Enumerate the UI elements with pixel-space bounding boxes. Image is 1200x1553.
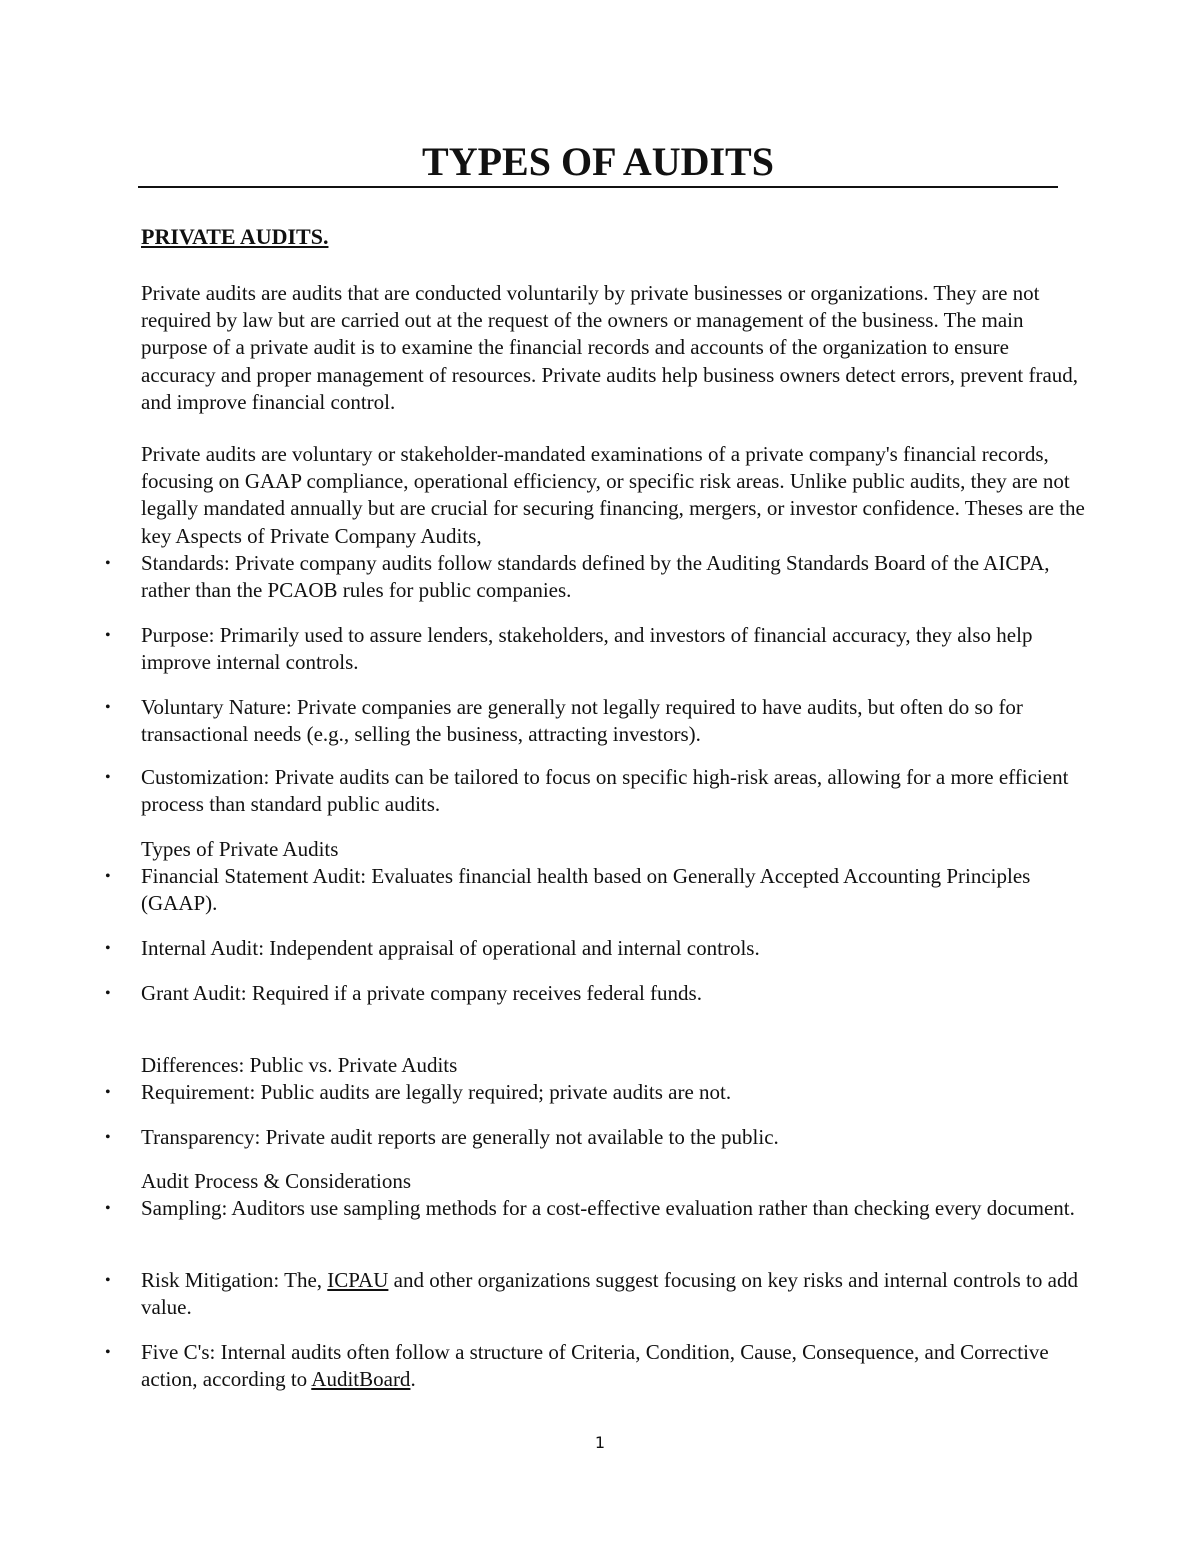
page-number: 1 bbox=[594, 1433, 606, 1452]
auditboard-link[interactable]: AuditBoard bbox=[311, 1367, 411, 1392]
list-item-financial-statement-audit: Financial Statement Audit: Evaluates financial health based on Generally Accepted Accounting Principles (GAAP). bbox=[141, 864, 1031, 916]
list-item-five-cs bbox=[141, 1339, 1086, 1393]
five-cs-text: Five C's: Internal audits often follow a structure of Criteria, Condition, Cause, Consequence, and Corrective action, according to bbox=[141, 1340, 1049, 1392]
bullet-icon: • bbox=[105, 1084, 111, 1101]
subheading-types: Types of Private Audits bbox=[141, 837, 339, 861]
bullet-icon: • bbox=[105, 985, 111, 1002]
list-item-risk-mitigation bbox=[141, 1267, 1086, 1321]
list-item-internal-audit: Internal Audit: Independent appraisal of operational and internal controls. bbox=[141, 936, 760, 960]
document-title: TYPES OF AUDITS bbox=[138, 140, 1058, 188]
risk-mitigation-text-end: and other organizations suggest focusing on key risks and internal controls to add value. bbox=[141, 1268, 1078, 1320]
list-item-customization: Customization: Private audits can be tailored to focus on specific high-risk areas, allowing for a more efficient process than standard public audits. bbox=[141, 765, 1069, 817]
bullet-icon: • bbox=[105, 555, 111, 572]
icpau-link[interactable]: ICPAU bbox=[327, 1268, 389, 1292]
list-item-voluntary-nature: Voluntary Nature: Private companies are generally not legally required to have audits, but often do so for transactional needs (e.g., selling the business, attracting investors). bbox=[141, 695, 1023, 747]
bullet-icon: • bbox=[105, 868, 111, 885]
risk-mitigation-text: Risk Mitigation: The, bbox=[141, 1268, 328, 1292]
bullet-icon: • bbox=[105, 1344, 111, 1361]
list-item-standards: Standards: Private company audits follow standards defined by the Auditing Standards Board of the AICPA, rather than the PCAOB rules for public companies. bbox=[141, 551, 1050, 603]
subheading-audit-process: Audit Process & Considerations bbox=[141, 1169, 412, 1193]
list-item-transparency: Transparency: Private audit reports are generally not available to the public. bbox=[141, 1125, 779, 1149]
list-item-grant-audit: Grant Audit: Required if a private company receives federal funds. bbox=[141, 981, 702, 1005]
bullet-icon: • bbox=[105, 1200, 111, 1217]
bullet-icon: • bbox=[105, 1272, 111, 1289]
list-item-sampling: Sampling: Auditors use sampling methods for a cost-effective evaluation rather than checking every document. bbox=[141, 1196, 1075, 1220]
subheading-differences: Differences: Public vs. Private Audits bbox=[141, 1053, 458, 1077]
paragraph-intro: Private audits are audits that are conducted voluntarily by private businesses or organizations. They are not required by law but are carried out at the request of the owners or management of the business. The main purpose of a private audit is to examine the financial records and accounts of the organization to ensure accuracy and proper management of resources. Private audits help business owners detect errors, prevent fraud, and improve financial control. bbox=[141, 281, 1079, 414]
bullet-icon: • bbox=[105, 627, 111, 644]
section-heading-private-audits: PRIVATE AUDITS. bbox=[141, 224, 329, 249]
five-cs-text-end: . bbox=[410, 1367, 416, 1392]
bullet-icon: • bbox=[105, 699, 111, 716]
bullet-icon: • bbox=[105, 1129, 111, 1146]
bullet-icon: • bbox=[105, 769, 111, 786]
paragraph-overview: Private audits are voluntary or stakeholder-mandated examinations of a private company's financial records, focusing on GAAP compliance, operational efficiency, or specific risk areas. Unlike public audits, they are not legally mandated annually but are crucial for securing financing, mergers, or investor confidence. Theses are the key Aspects of Private Company Audits, bbox=[141, 442, 1085, 548]
list-item-requirement: Requirement: Public audits are legally required; private audits are not. bbox=[141, 1080, 732, 1104]
bullet-icon: • bbox=[105, 940, 111, 957]
list-item-purpose: Purpose: Primarily used to assure lenders, stakeholders, and investors of financial accuracy, they also help improve internal controls. bbox=[141, 623, 1033, 675]
